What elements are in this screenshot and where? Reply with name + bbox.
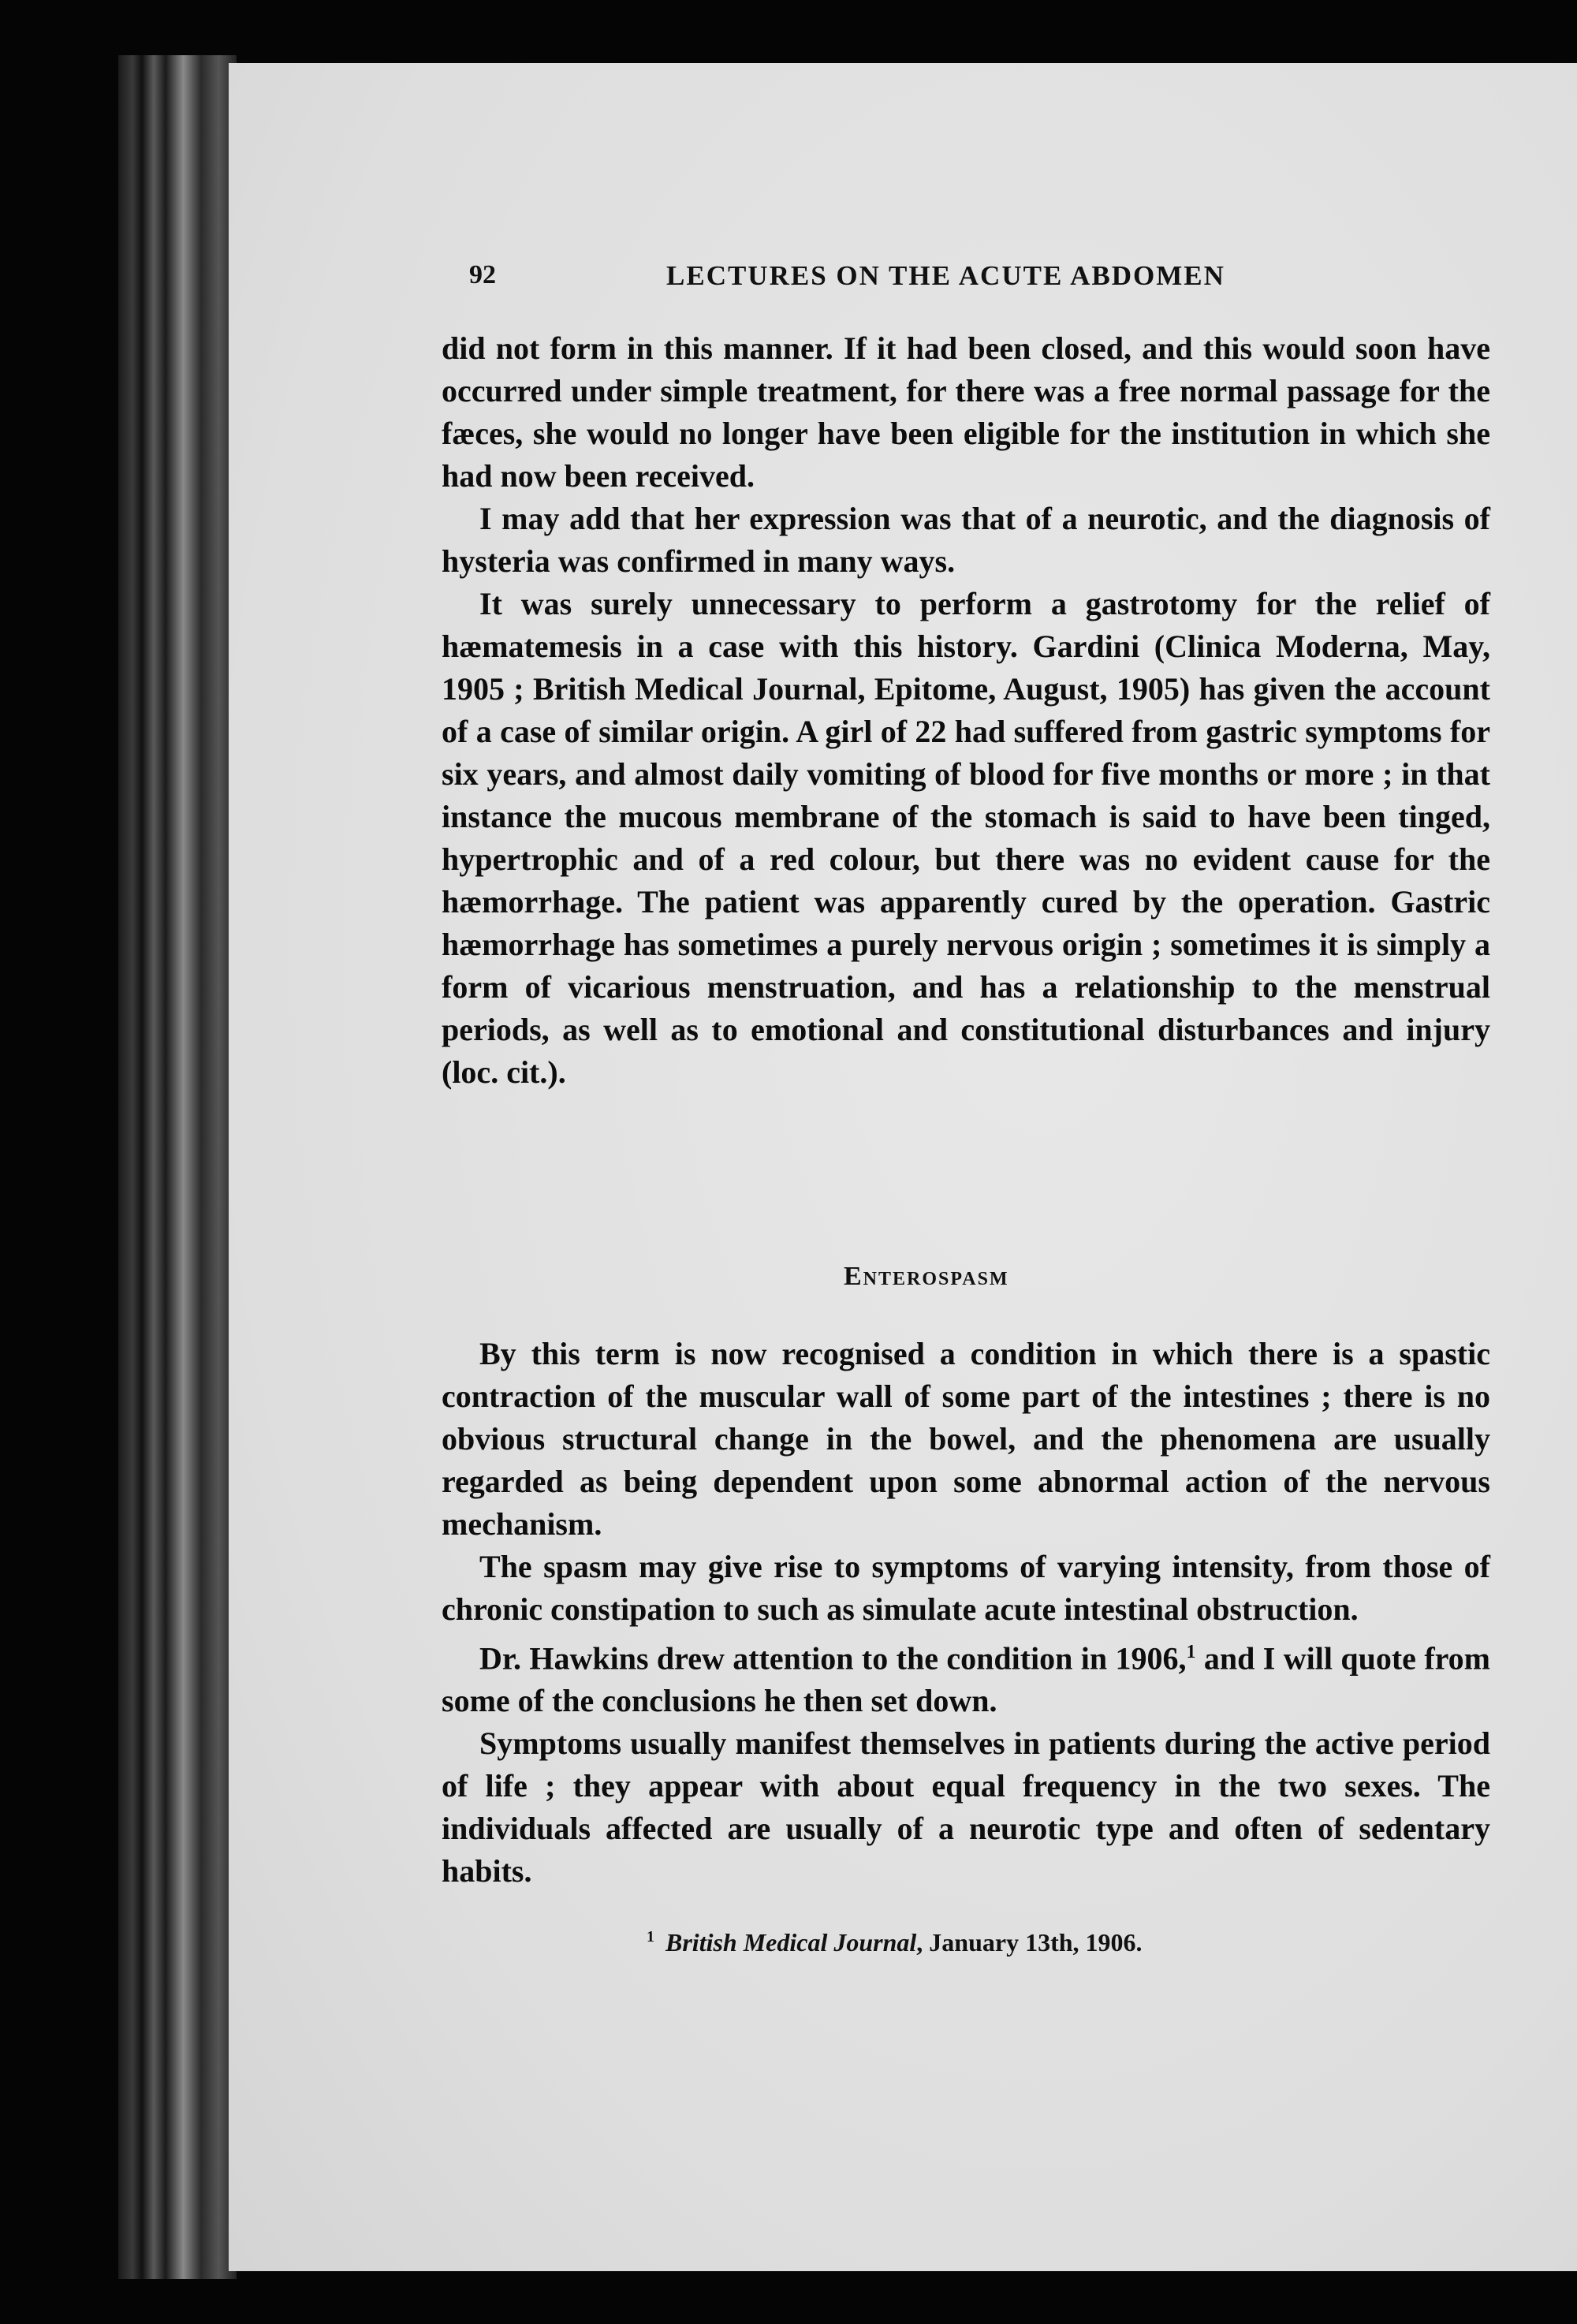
paragraph: I may add that her expression was that of a neurotic, and the diagnosis of hysteria was confirmed in many ways.	[442, 501, 1490, 579]
paragraph-text: Dr. Hawkins drew attention to the condition in 1906,	[479, 1640, 1187, 1677]
paragraph: The spasm may give rise to symptoms of varying intensity, from those of chronic constipation to such as simulate acute intestinal obstruction.	[442, 1549, 1490, 1627]
paragraph: It was surely unnecessary to perform a gastrotomy for the relief of hæmatemesis in a case with this history. Gardini (Clinica Moderna, May, 1905 ; British Medical Journal, Epitome, August, 1905) has given the account of a case of similar origin. A girl of 22 had suffered from gastric symptoms for six years, and almost daily vomiting of blood for five months or more ; in that instance the mucous membrane of the stomach is said to have been tinged, hypertrophic and of a red colour, but there was no evident cause for the hæmorrhage. The patient was apparently cured by the operation. Gastric hæmorrhage has sometimes a purely nervous origin ; sometimes it is simply a form of vicarious menstruation, and has a relationship to the menstrual periods, as well as to emotional and constitutional disturbances and injury (loc. cit.).	[442, 586, 1490, 1090]
main-text	[442, 327, 1490, 1094]
paragraph: Symptoms usually manifest themselves in patients during the active period of life ; they appear with about equal frequency in the two sexes. The individuals affected are usually of a neurotic type and often of sedentary habits.	[442, 1725, 1490, 1889]
footnote-mark: 1	[647, 1928, 654, 1946]
footnote	[647, 1928, 1143, 1957]
paragraph: By this term is now recognised a condition in which there is a spastic contraction of the muscular wall of some part of the intestines ; there is no obvious structural change in the bowel, and the phenomena are usually regarded as being dependent upon some abnormal action of the nervous mechanism.	[442, 1336, 1490, 1542]
section-text	[442, 1333, 1490, 1893]
page-header	[469, 260, 1526, 308]
page-number: 92	[469, 260, 496, 289]
section-heading: Enterospasm	[844, 1262, 1009, 1291]
paragraph	[442, 1631, 1490, 1722]
footnote-journal: British Medical Journal	[665, 1928, 917, 1957]
footnote-date: , January 13th, 1906.	[916, 1928, 1143, 1957]
footnote-reference[interactable]: 1	[1186, 1642, 1196, 1662]
paragraph-text: and I will quote from some of the conclusions he then set down.	[442, 1640, 1490, 1719]
running-title: LECTURES ON THE ACUTE ABDOMEN	[666, 260, 1225, 291]
book-binding	[118, 55, 237, 2279]
paragraph: did not form in this manner. If it had been closed, and this would soon have occurred under simple treatment, for there was a free normal passage for the fæces, she would no longer have been eligible for the institution in which she had now been received.	[442, 330, 1490, 494]
